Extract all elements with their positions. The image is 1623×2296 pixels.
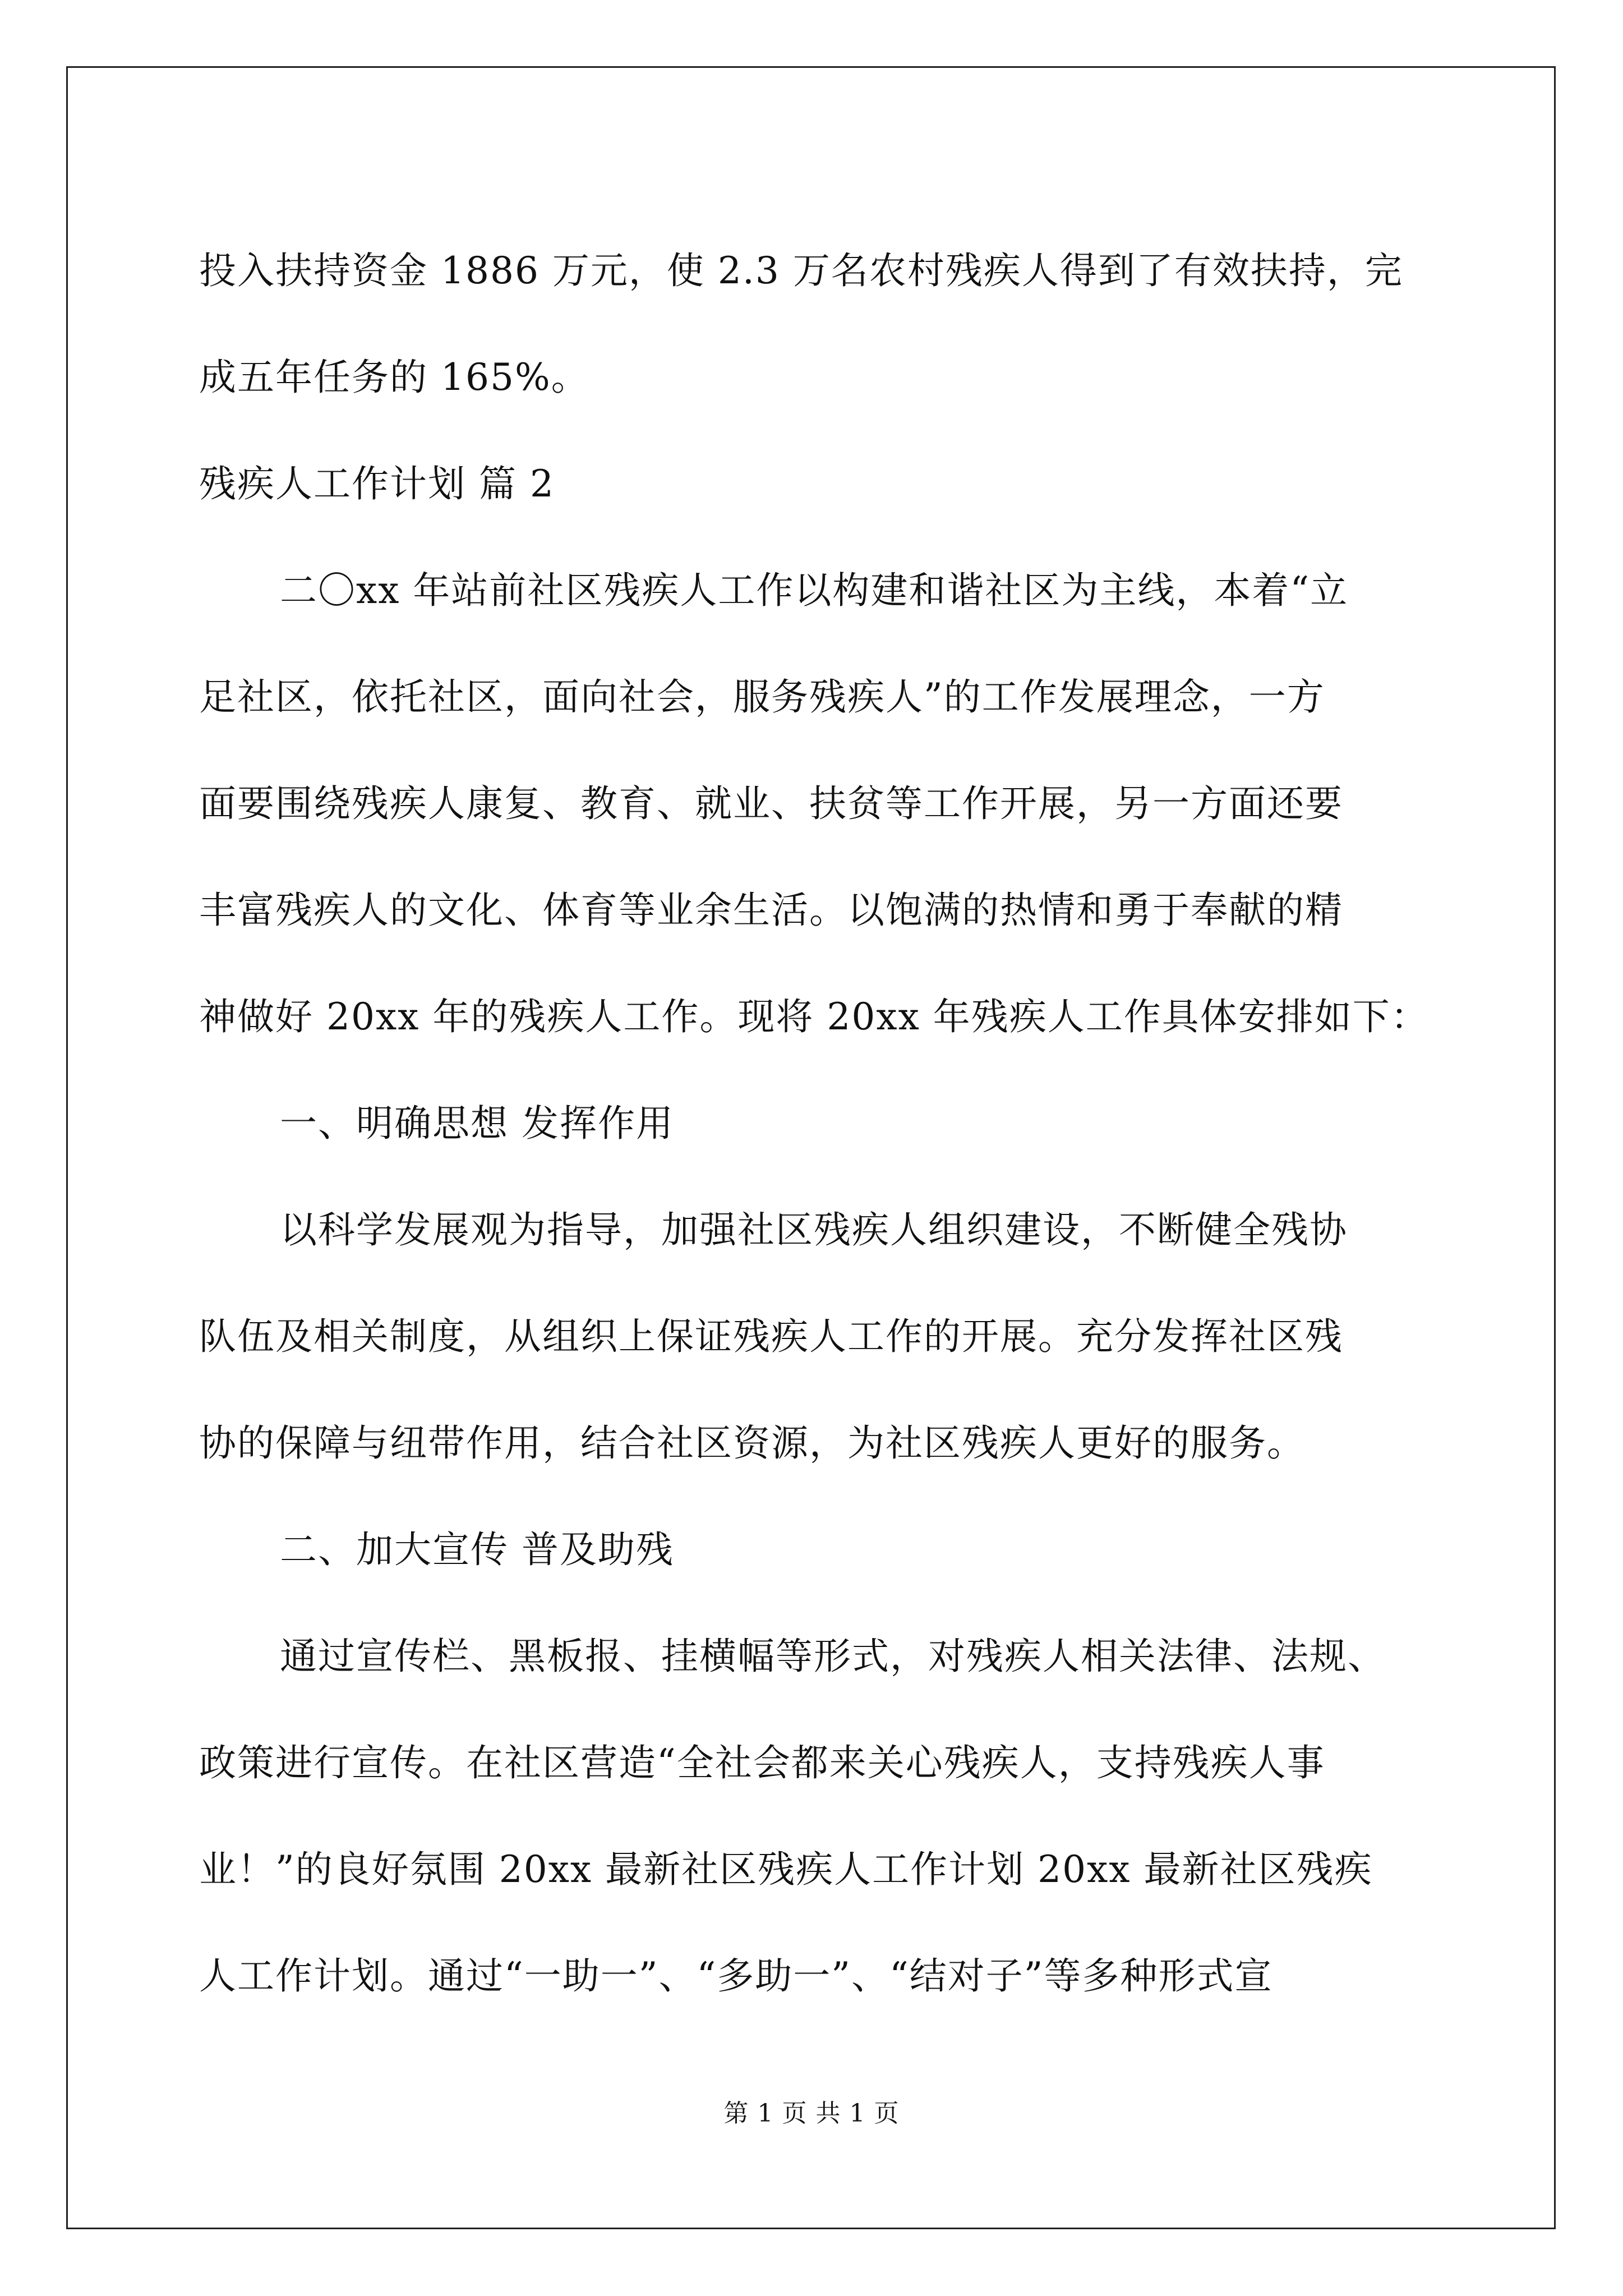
body-line: 政策进行宣传。在社区营造“全社会都来关心残疾人，支持残疾人事 xyxy=(199,1741,1325,1784)
body-line: 面要围绕残疾人康复、教育、就业、扶贫等工作开展，另一方面还要 xyxy=(199,782,1343,825)
body-line: 丰富残疾人的文化、体育等业余生活。以饱满的热情和勇于奉献的精 xyxy=(199,889,1343,932)
paragraph-start: 通过宣传栏、黑板报、挂横幅等形式，对残疾人相关法律、法规、 xyxy=(280,1635,1386,1678)
body-line: 神做好 20xx 年的残疾人工作。现将 20xx 年残疾人工作具体安排如下： xyxy=(199,995,1429,1038)
body-line: 协的保障与纽带作用，结合社区资源，为社区残疾人更好的服务。 xyxy=(199,1421,1305,1465)
paragraph-start: 二〇xx 年站前社区残疾人工作以构建和谐社区为主线，本着“立 xyxy=(280,569,1349,612)
body-line: 人工作计划。通过“一助一”、“多助一”、“结对子”等多种形式宣 xyxy=(199,1954,1273,1998)
section-title: 残疾人工作计划 篇 2 xyxy=(199,462,555,505)
document-body xyxy=(199,218,1429,2030)
body-line: 队伍及相关制度，从组织上保证残疾人工作的开展。充分发挥社区残 xyxy=(199,1315,1343,1358)
body-line: 投入扶持资金 1886 万元，使 2.3 万名农村残疾人得到了有效扶持，完 xyxy=(199,249,1403,292)
page-footer: 第 1 页 共 1 页 xyxy=(723,2099,900,2128)
body-line: 足社区，依托社区，面向社会，服务残疾人”的工作发展理念，一方 xyxy=(199,675,1325,719)
subheading: 一、明确思想 发挥作用 xyxy=(280,1102,674,1145)
body-line: 业！”的良好氛围 20xx 最新社区残疾人工作计划 20xx 最新社区残疾 xyxy=(199,1848,1373,1891)
body-line: 成五年任务的 165%。 xyxy=(199,356,589,399)
paragraph-start: 以科学发展观为指导，加强社区残疾人组织建设，不断健全残协 xyxy=(280,1208,1348,1251)
subheading: 二、加大宣传 普及助残 xyxy=(280,1528,674,1571)
